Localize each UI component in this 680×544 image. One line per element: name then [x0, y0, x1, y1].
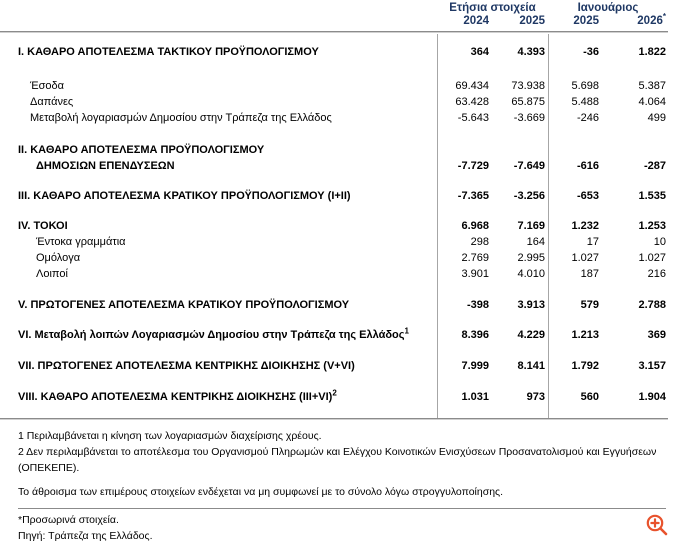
row-value: 164: [526, 236, 545, 248]
table-row: [0, 44, 668, 60]
table-header: [0, 0, 680, 31]
row-label: Μεταβολή λογαριασμών Δημοσίου στην Τράπεζα της Ελλάδος: [30, 112, 332, 124]
zoom-in-icon[interactable]: [646, 514, 668, 536]
column-header-january-2026: [609, 12, 666, 27]
row-value: 73.938: [511, 80, 545, 92]
row-value: -653: [576, 190, 599, 202]
row-value: 364: [470, 46, 489, 58]
footnotes: [18, 428, 666, 500]
table-body: [0, 34, 668, 418]
row-value: 4.010: [517, 268, 545, 280]
row-value: 4.229: [517, 329, 545, 341]
row-value: 187: [580, 268, 599, 280]
column-group-january: Ιανουάριος: [577, 2, 639, 14]
row-value: 8.396: [461, 329, 489, 341]
table-row: [0, 94, 668, 110]
year-mark: *: [662, 12, 666, 22]
footnote-marker: 2: [332, 388, 337, 398]
row-label-text: VI. Μεταβολή λοιπών Λογαριασμών Δημοσίου στην Τράπεζα της Ελλάδος: [18, 329, 405, 341]
row-value: 3.157: [638, 360, 666, 372]
row-label: ΔΗΜΟΣΙΩΝ ΕΠΕΝΔΥΣΕΩΝ: [36, 160, 175, 172]
footnote-3: Το άθροισμα των επιμέρους στοιχείων ενδέχεται να μη συμφωνεί με το σύνολο λόγω στρογγυλοποίησης.: [18, 486, 504, 498]
source-block: [18, 512, 618, 544]
table-row: [0, 358, 668, 374]
column-group-labels: [0, 2, 668, 16]
row-value: 499: [647, 112, 666, 124]
row-label: VII. ΠΡΩΤΟΓΕΝΕΣ ΑΠΟΤΕΛΕΣΜΑ ΚΕΝΤΡΙΚΗΣ ΔΙΟΙΚΗΣΗΣ (V+VI): [18, 360, 355, 372]
row-label-text: VIII. ΚΑΘΑΡΟ ΑΠΟΤΕΛΕΣΜΑ ΚΕΝΤΡΙΚΗΣ ΔΙΟΙΚΗΣΗΣ (III+VI): [18, 391, 333, 403]
row-value: 7.999: [461, 360, 489, 372]
row-value: 5.488: [571, 96, 599, 108]
row-value: -7.729: [457, 160, 489, 172]
row-value: 5.698: [571, 80, 599, 92]
table-row: [0, 266, 668, 282]
year-text: 2025: [573, 15, 599, 27]
row-value: -7.649: [513, 160, 545, 172]
row-value: 2.769: [461, 252, 489, 264]
column-header-january-2025: [549, 15, 599, 27]
row-value: 17: [586, 236, 599, 248]
row-value: 6.968: [461, 220, 489, 232]
row-label: [18, 389, 433, 405]
footnote-marker: 1: [404, 326, 409, 336]
row-value: -246: [576, 112, 599, 124]
row-value: 3.913: [517, 299, 545, 311]
table-row: [0, 297, 668, 313]
row-value: 1.535: [638, 190, 666, 202]
row-value: 216: [647, 268, 666, 280]
row-value: 63.428: [455, 96, 489, 108]
year-text: 2025: [519, 15, 545, 27]
table-row: [0, 110, 668, 126]
table-row: [0, 218, 668, 234]
row-value: 65.875: [511, 96, 545, 108]
row-value: 973: [526, 391, 545, 403]
table-row: [0, 78, 668, 94]
row-value: 2.788: [638, 299, 666, 311]
table-row: [0, 142, 668, 158]
row-value: 1.027: [571, 252, 599, 264]
row-value: 1.031: [461, 391, 489, 403]
row-value: 10: [653, 236, 666, 248]
row-value: 560: [580, 391, 599, 403]
row-value: 4.393: [517, 46, 545, 58]
table-row: [0, 158, 668, 174]
column-header-annual-2024: [437, 15, 489, 27]
row-label: V. ΠΡΩΤΟΓΕΝΕΣ ΑΠΟΤΕΛΕΣΜΑ ΚΡΑΤΙΚΟΥ ΠΡΟΫΠΟΛΟΓΙΣΜΟΥ: [18, 299, 350, 311]
column-header-annual-2025: [493, 15, 545, 27]
row-value: -287: [643, 160, 666, 172]
row-label: Έσοδα: [30, 80, 65, 92]
row-value: 1.904: [638, 391, 666, 403]
row-value: 2.995: [517, 252, 545, 264]
row-value: 1.027: [638, 252, 666, 264]
column-group-annual: Ετήσια στοιχεία: [449, 2, 536, 14]
row-value: 579: [580, 299, 599, 311]
row-value: 1.213: [571, 329, 599, 341]
row-value: 1.792: [571, 360, 599, 372]
row-label: IV. ΤΟΚΟΙ: [18, 220, 68, 232]
row-value: -3.256: [513, 190, 545, 202]
row-value: 1.253: [638, 220, 666, 232]
year-text: 2026: [637, 15, 663, 27]
row-label: Δαπάνες: [30, 96, 74, 108]
row-label: III. ΚΑΘΑΡΟ ΑΠΟΤΕΛΕΣΜΑ ΚΡΑΤΙΚΟΥ ΠΡΟΫΠΟΛΟΓΙΣΜΟΥ (I+II): [18, 190, 351, 202]
year-text: 2024: [463, 15, 489, 27]
row-label: Λοιποί: [36, 268, 68, 280]
row-value: 4.064: [638, 96, 666, 108]
footnote-2: 2 Δεν περιλαμβάνεται το αποτέλεσμα του Οργανισμού Πληρωμών και Ελέγχου Κοινοτικών Ενισχύσεων Προσανατολισμού και Εγγυήσεων (ΟΠΕΚΕΠΕ).: [18, 446, 657, 474]
header-divider: [0, 31, 668, 33]
source-note: Πηγή: Τράπεζα της Ελλάδος.: [18, 530, 153, 542]
row-value: -36: [583, 46, 599, 58]
row-value: 1.822: [638, 46, 666, 58]
row-value: -398: [466, 299, 489, 311]
row-value: 7.169: [517, 220, 545, 232]
table-row: [0, 234, 668, 250]
table-row: [0, 250, 668, 266]
table-row: [0, 188, 668, 204]
row-label: [18, 327, 433, 343]
table-row: [0, 327, 668, 343]
row-value: 8.141: [517, 360, 545, 372]
row-value: -5.643: [457, 112, 489, 124]
row-value: -616: [576, 160, 599, 172]
footnote-1: 1 Περιλαμβάνεται η κίνηση των λογαριασμών διαχείρισης χρέους.: [18, 430, 322, 442]
table-row: [0, 389, 668, 405]
footer-divider: [18, 508, 666, 509]
row-label: II. ΚΑΘΑΡΟ ΑΠΟΤΕΛΕΣΜΑ ΠΡΟΫΠΟΛΟΓΙΣΜΟΥ: [18, 144, 265, 156]
row-value: 298: [470, 236, 489, 248]
row-label: I. ΚΑΘΑΡΟ ΑΠΟΤΕΛΕΣΜΑ ΤΑΚΤΙΚΟΥ ΠΡΟΫΠΟΛΟΓΙΣΜΟΥ: [18, 46, 319, 58]
row-value: -7.365: [457, 190, 489, 202]
row-label: Έντοκα γραμμάτια: [36, 236, 126, 248]
row-label: Ομόλογα: [36, 252, 81, 264]
row-value: 69.434: [455, 80, 489, 92]
table-bottom-divider: [0, 418, 668, 420]
column-year-labels: [0, 12, 668, 29]
row-value: 3.901: [461, 268, 489, 280]
row-value: 1.232: [571, 220, 599, 232]
row-value: -3.669: [513, 112, 545, 124]
row-value: 369: [647, 329, 666, 341]
row-value: 5.387: [638, 80, 666, 92]
provisional-note: *Προσωρινά στοιχεία.: [18, 514, 119, 526]
